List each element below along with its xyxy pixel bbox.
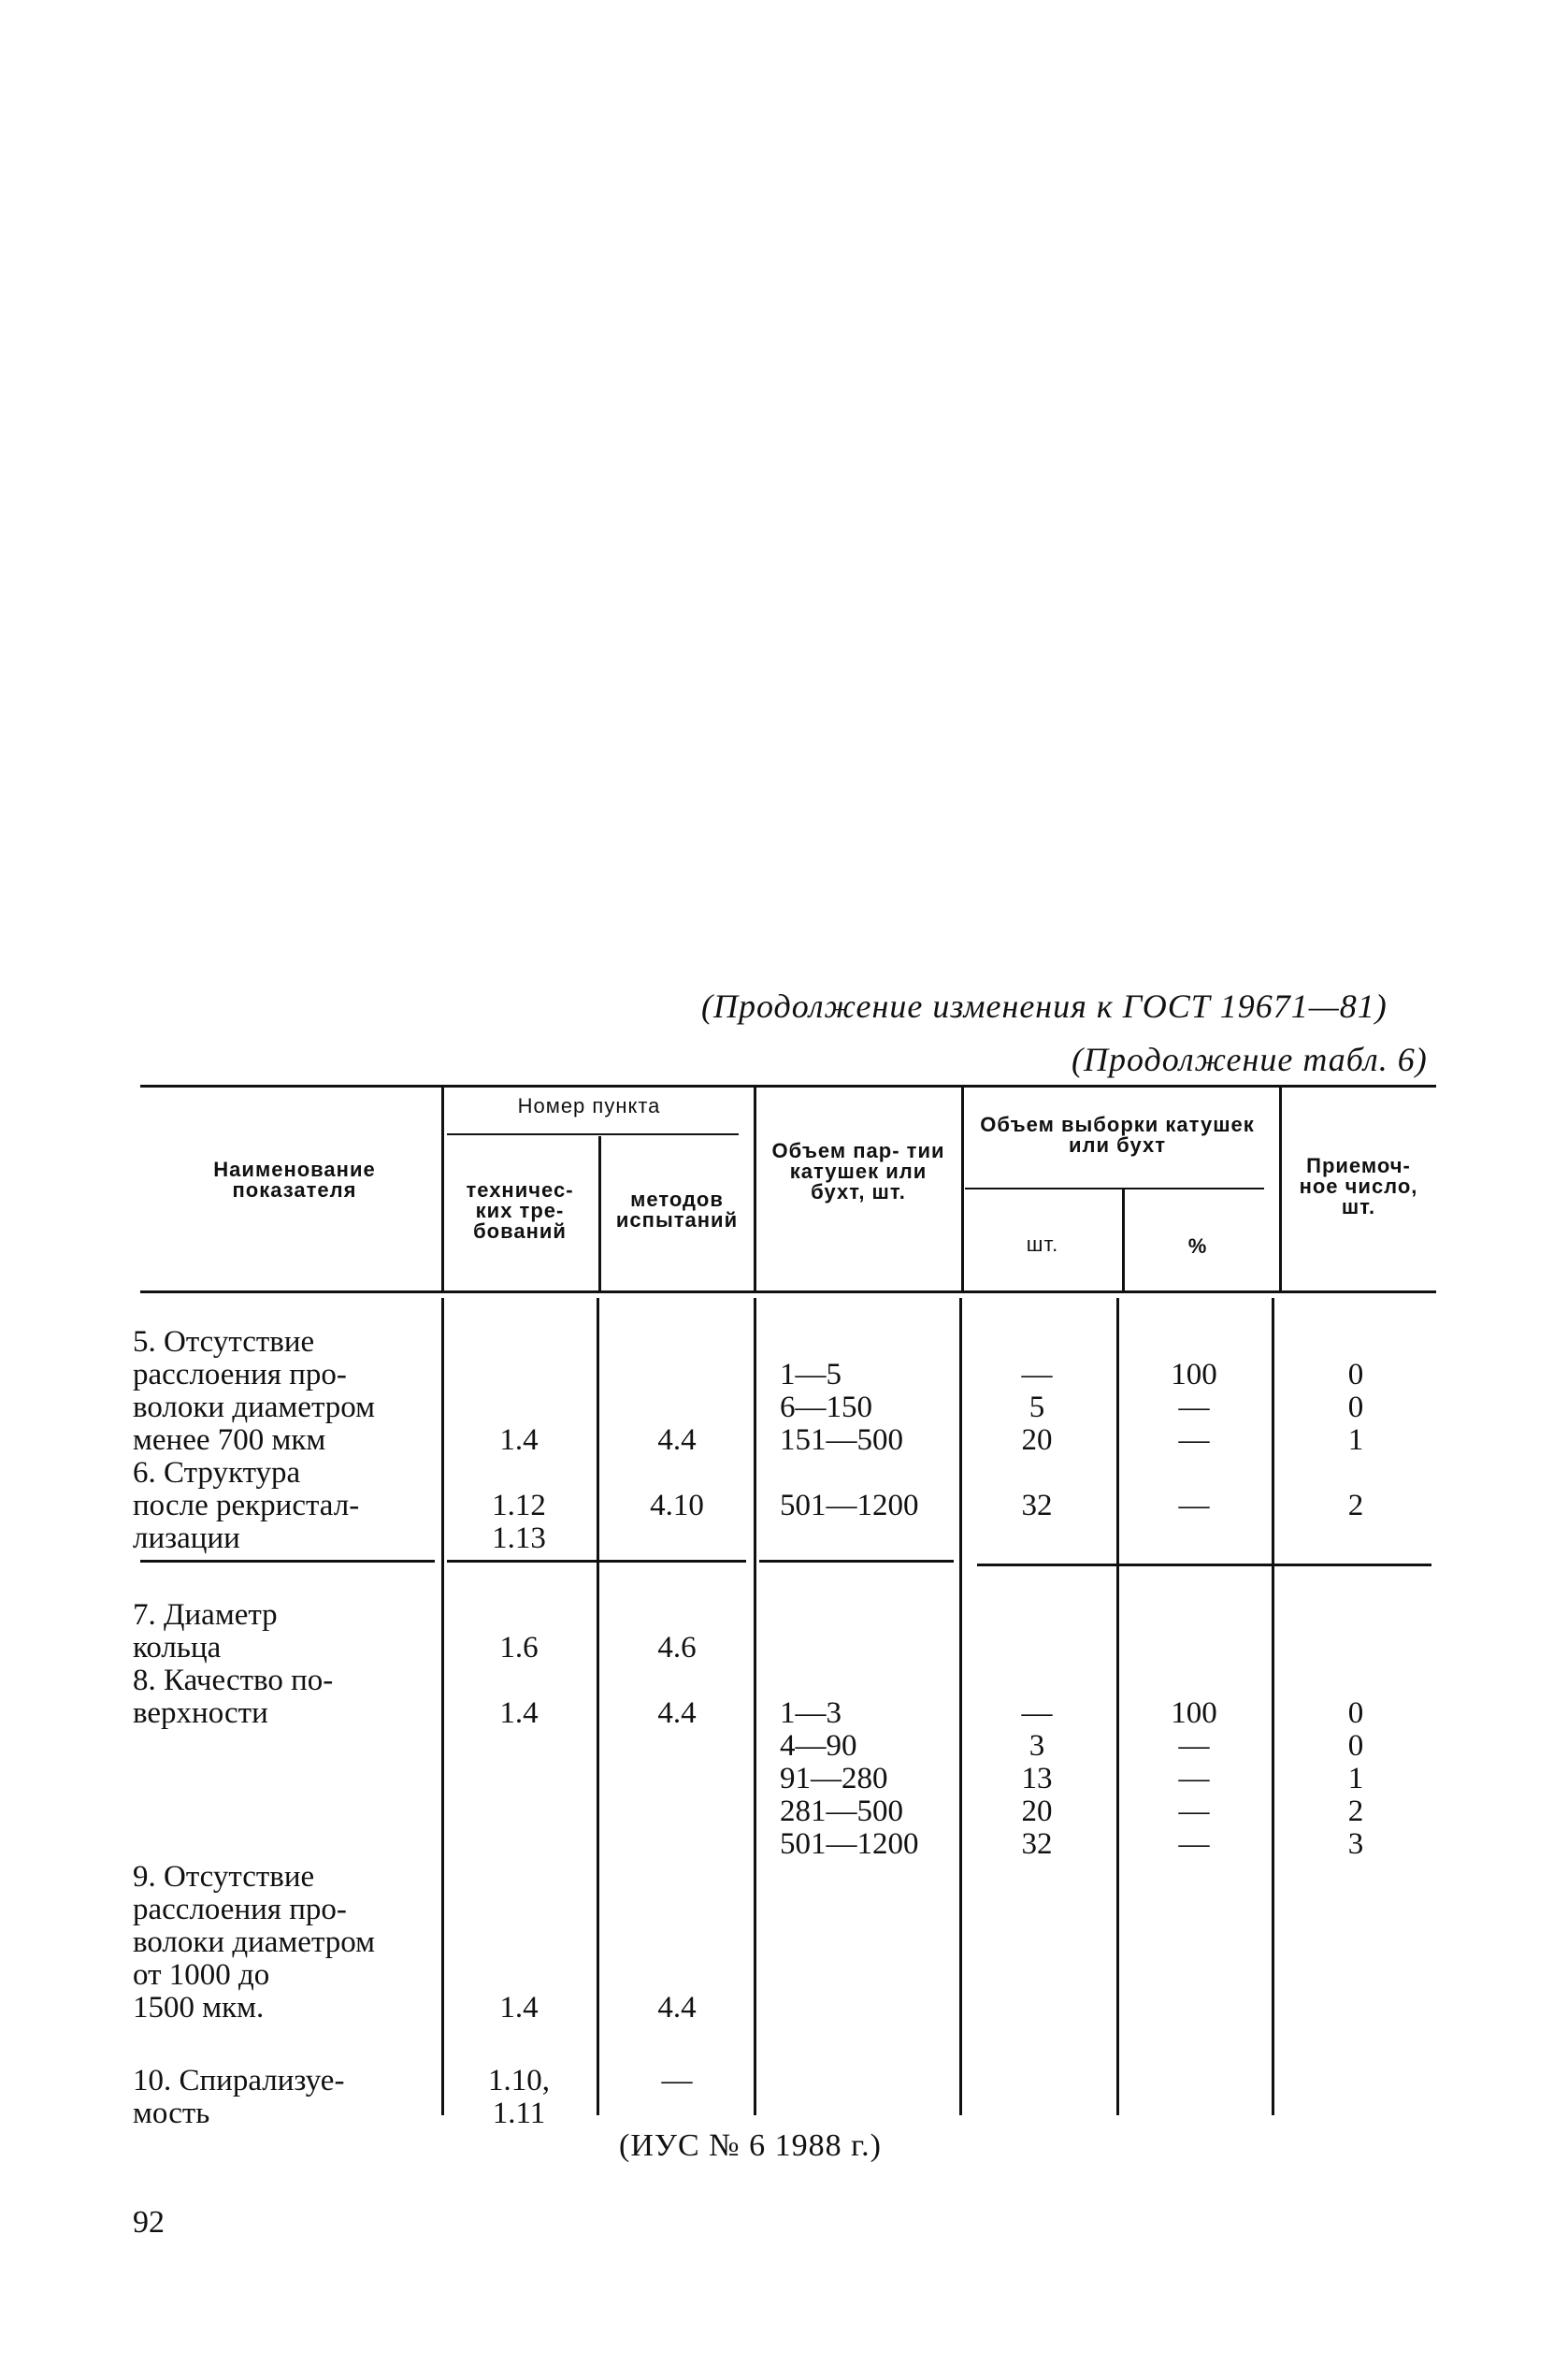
header-sample-pct: %: [1187, 1234, 1208, 1258]
group-separator-3: [759, 1560, 954, 1563]
header-acceptance-number: Приемоч- ное число, шт.: [1299, 1154, 1418, 1218]
group1-indicator-names: 5. Отсутствие расслоения про- волоки диаметром менее 700 мкм 6. Структура после рекристал- лизации: [133, 1325, 376, 1555]
header-point-number: Номер пункта: [517, 1094, 661, 1117]
group2-sample-pcs: — 3 13 20 32: [1021, 1696, 1053, 1861]
vline-header-2: [598, 1136, 601, 1290]
group1-acceptance-numbers: 0 0 1 2: [1347, 1358, 1364, 1522]
vline-header-1: [441, 1088, 444, 1290]
group2-sample-pct: 100 — — — —: [1171, 1696, 1217, 1861]
point-number-underline: [447, 1133, 739, 1135]
group1-sample-pcs: — 5 20 32: [1021, 1358, 1053, 1522]
header-name: Наименование показателя: [213, 1158, 376, 1202]
group2-tech-points-last: 1.10, 1.11: [488, 2064, 550, 2130]
vline-body-6: [1272, 1298, 1274, 2115]
group1-sample-pct: 100 — — —: [1171, 1358, 1217, 1522]
group1-test-method-points: 4.4 4.10: [650, 1423, 704, 1522]
header-test-methods: методов испытаний: [615, 1188, 739, 1232]
header-sample-pcs: шт.: [1026, 1232, 1059, 1256]
vline-header-6: [1279, 1088, 1282, 1290]
vline-body-5: [1116, 1298, 1119, 2115]
group2-lot-volumes: 1—3 4—90 91—280 281—500 501—1200: [780, 1696, 919, 1861]
vline-body-3: [754, 1298, 756, 2115]
continuation-table-title: (Продолжение табл. 6): [1072, 1041, 1428, 1078]
vline-header-4: [961, 1088, 964, 1290]
vline-header-5: [1122, 1189, 1125, 1290]
group-separator-4: [977, 1564, 1431, 1566]
group2-acceptance-numbers: 0 0 1 2 3: [1347, 1696, 1364, 1861]
header-lot-volume: Объем пар- тии катушек или бухт, шт.: [771, 1139, 945, 1204]
group2-test-method-points: 4.6 4.4 4.4: [657, 1631, 697, 2025]
source-note: (ИУС № 6 1988 г.): [619, 2128, 882, 2163]
header-sample-volume: Объем выборки катушек или бухт: [980, 1113, 1255, 1157]
group2-indicator-names: 7. Диаметр кольца 8. Качество по- верхности 9. Отсутствие расслоения про- волоки диаметром от 1000 до 1500 мкм.: [133, 1598, 376, 2025]
page-number: 92: [133, 2205, 165, 2240]
group2-indicator-names-last: 10. Спирализуе- мость: [133, 2064, 345, 2130]
continuation-change-title: (Продолжение изменения к ГОСТ 19671—81): [701, 987, 1388, 1025]
sample-volume-underline: [965, 1188, 1264, 1189]
group1-tech-points: 1.4 1.12 1.13: [492, 1423, 546, 1555]
group2-tech-points: 1.6 1.4 1.4: [499, 1631, 539, 2025]
group2-test-method-points-last: —: [661, 2064, 693, 2097]
group1-lot-volumes: 1—5 6—150 151—500 501—1200: [780, 1358, 919, 1522]
group-separator-1: [140, 1560, 435, 1563]
vline-body-2: [597, 1298, 599, 2115]
vline-header-3: [754, 1088, 756, 1290]
table-top-rule: [140, 1085, 1436, 1088]
header-tech-requirements: техничес- ких тре- бований: [466, 1178, 574, 1243]
header-bottom-rule: [140, 1290, 1436, 1293]
